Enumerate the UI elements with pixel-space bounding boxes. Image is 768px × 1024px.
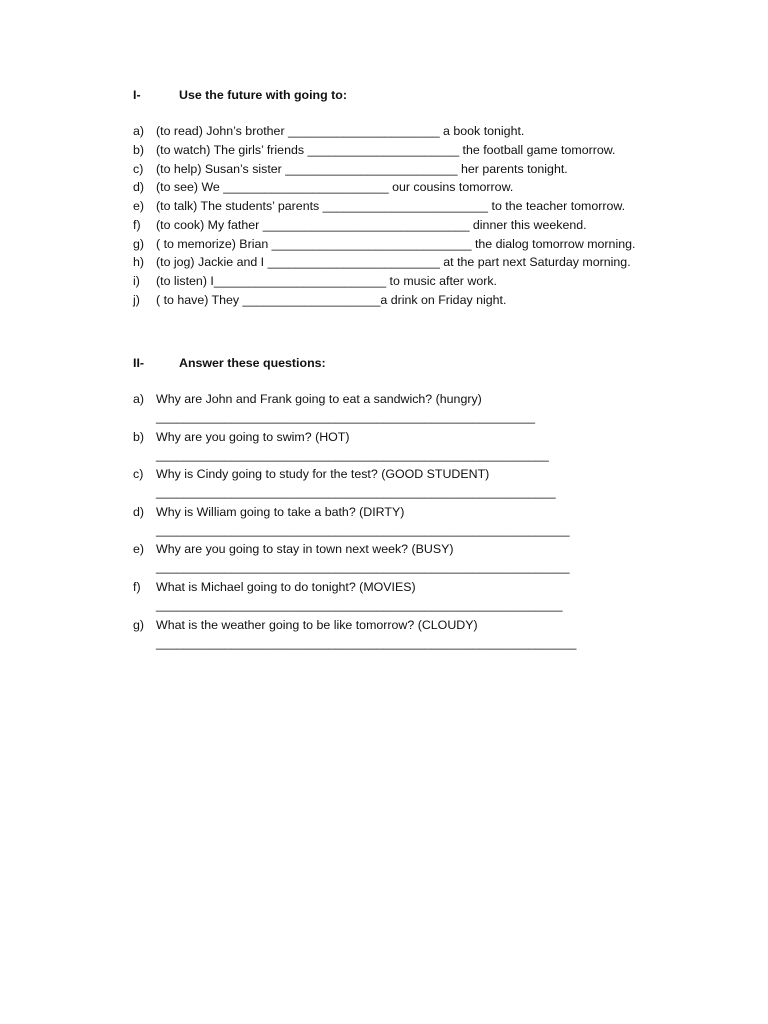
question-text: Why are John and Frank going to eat a sandwich? (hungry) <box>156 392 482 406</box>
exercise-2-question-e <box>133 542 454 557</box>
item-letter: a) <box>133 124 145 138</box>
exercise-2-question-b <box>133 430 350 445</box>
answer-line-d: ____________________________________________________________ <box>156 523 570 537</box>
item-letter: d) <box>133 180 145 194</box>
exercise-2-question-g <box>133 618 478 633</box>
item-letter: g) <box>133 618 145 632</box>
item-letter: f) <box>133 580 141 594</box>
exercise-2-question-d <box>133 505 404 520</box>
section-2-heading <box>133 356 326 370</box>
item-text: (to see) We ________________________ our cousins tomorrow. <box>156 180 514 194</box>
question-text: Why are you going to swim? (HOT) <box>156 430 350 444</box>
item-text: ( to memorize) Brian _____________________________ the dialog tomorrow morning. <box>156 237 636 251</box>
item-text: (to cook) My father ______________________________ dinner this weekend. <box>156 218 587 232</box>
item-text: (to talk) The students’ parents ________________________ to the teacher tomorrow. <box>156 199 626 213</box>
answer-line-f: ___________________________________________________________ <box>156 598 563 612</box>
item-text: ( to have) They ____________________a drink on Friday night. <box>156 293 507 307</box>
exercise-1-item-c <box>133 162 568 177</box>
exercise-1-item-e <box>133 199 625 214</box>
item-letter: e) <box>133 542 145 556</box>
answer-line-a: _______________________________________________________ <box>156 410 536 424</box>
exercise-1-item-j <box>133 293 506 308</box>
exercise-2-question-c <box>133 467 489 482</box>
section-2-number: II- <box>133 356 145 370</box>
item-letter: h) <box>133 255 145 269</box>
exercise-1-item-b <box>133 143 615 158</box>
question-text: Why is Cindy going to study for the test? (GOOD STUDENT) <box>156 467 490 481</box>
item-letter: c) <box>133 467 144 481</box>
question-text: What is Michael going to do tonight? (MOVIES) <box>156 580 416 594</box>
exercise-1-item-a <box>133 124 524 139</box>
question-text: What is the weather going to be like tomorrow? (CLOUDY) <box>156 618 478 632</box>
section-2-title: Answer these questions: <box>179 356 326 370</box>
section-1-title: Use the future with going to: <box>179 88 347 102</box>
answer-line-e: ____________________________________________________________ <box>156 560 570 574</box>
item-letter: i) <box>133 274 140 288</box>
section-1-number: I- <box>133 88 141 102</box>
exercise-1-item-h <box>133 255 631 270</box>
item-text: (to read) John’s brother ______________________ a book tonight. <box>156 124 525 138</box>
exercise-1-item-i <box>133 274 497 289</box>
question-text: Why are you going to stay in town next week? (BUSY) <box>156 542 454 556</box>
exercise-2-question-a <box>133 392 482 407</box>
answer-line-b: _________________________________________________________ <box>156 448 549 462</box>
exercise-1-item-d <box>133 180 513 195</box>
item-letter: b) <box>133 143 145 157</box>
item-text: (to watch) The girls’ friends ______________________ the football game tomorrow. <box>156 143 616 157</box>
answer-line-c: __________________________________________________________ <box>156 485 556 499</box>
item-letter: d) <box>133 505 145 519</box>
section-1-heading <box>133 88 347 102</box>
exercise-2-question-f <box>133 580 416 595</box>
item-letter: b) <box>133 430 145 444</box>
item-letter: a) <box>133 392 145 406</box>
exercise-1-item-f <box>133 218 587 233</box>
item-letter: j) <box>133 293 140 307</box>
item-letter: g) <box>133 237 145 251</box>
question-text: Why is William going to take a bath? (DIRTY) <box>156 505 405 519</box>
item-text: (to help) Susan’s sister _________________________ her parents tonight. <box>156 162 568 176</box>
exercise-1-item-g <box>133 237 635 252</box>
item-text: (to listen) I_________________________ to music after work. <box>156 274 497 288</box>
item-letter: e) <box>133 199 145 213</box>
answer-line-g: _____________________________________________________________ <box>156 636 577 650</box>
item-text: (to jog) Jackie and I _________________________ at the part next Saturday morning. <box>156 255 631 269</box>
item-letter: f) <box>133 218 141 232</box>
item-letter: c) <box>133 162 144 176</box>
